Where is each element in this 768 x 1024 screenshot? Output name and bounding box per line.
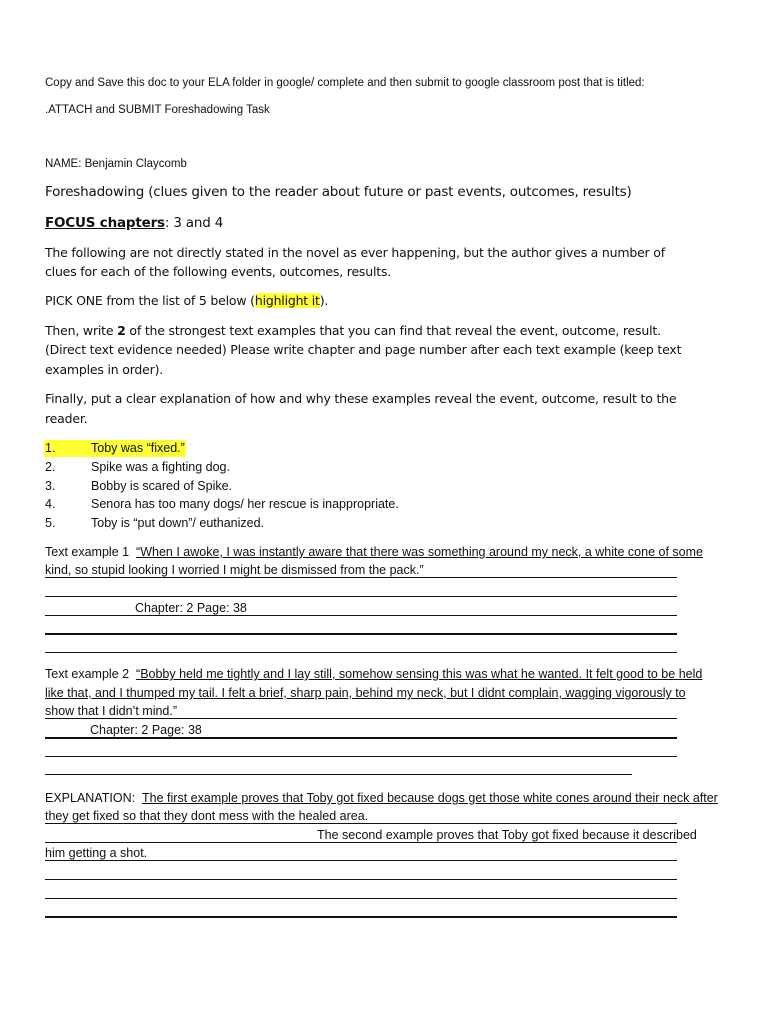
example2-citation: Chapter: 2 Page: 38 [90, 723, 202, 737]
foreshadowing-definition: Foreshadowing (clues given to the reader about future or past events, outcomes, results) [45, 184, 632, 200]
example1-label: Text example 1 [45, 545, 130, 559]
answer-line [45, 756, 677, 757]
option-number: 4. [45, 497, 56, 511]
explanation-line1 [45, 791, 718, 805]
directions-p3-b: of the strongest text examples that you can find that reveal the event, outcome, result. [125, 323, 661, 338]
directions-p1-line1: The following are not directly stated in the novel as ever happening, but the author gives a number of [45, 245, 665, 260]
example1-text: “When I awoke, I was instantly aware that there was something around my neck, a white cone of some [136, 545, 703, 559]
explanation-text: The first example proves that Toby got fixed because dogs get those white cones around their neck after [142, 791, 718, 805]
answer-line [45, 652, 677, 653]
explanation-line4: him getting a shot. [45, 846, 148, 860]
example1-line1 [45, 545, 703, 559]
option-item [45, 479, 232, 493]
directions-p2-before: PICK ONE from the list of 5 below ( [45, 293, 255, 308]
directions-p4-line1: Finally, put a clear explanation of how and why these examples reveal the event, outcome, result to the [45, 391, 677, 406]
answer-line [45, 718, 677, 719]
example1-citation: Chapter: 2 Page: 38 [135, 601, 247, 615]
example2-line1 [45, 667, 702, 681]
focus-value: : 3 and 4 [164, 215, 224, 231]
directions-p3-bold: 2 [117, 323, 126, 338]
focus-chapters [45, 215, 223, 231]
example1-text-cont: kind, so stupid looking I worried I might be dismissed from the pack.” [45, 563, 424, 577]
directions-p3-line3: examples in order). [45, 362, 164, 377]
option-item [45, 460, 230, 474]
explanation-text-cont: they get fixed so that they dont mess with the healed area. [45, 809, 369, 823]
option-text: Spike was a fighting dog. [91, 460, 230, 474]
focus-label: FOCUS chapters [45, 215, 165, 231]
answer-line [45, 860, 677, 861]
example2-line2 [45, 686, 686, 700]
answer-line [45, 596, 677, 597]
answer-line [45, 737, 677, 739]
answer-line [45, 823, 677, 824]
option-item [45, 516, 264, 530]
option-text: Bobby is scared of Spike. [91, 479, 233, 493]
directions-p3-line1 [45, 323, 661, 338]
explanation-line3: The second example proves that Toby got fixed because it described [317, 828, 697, 842]
option-number: 1. [45, 441, 56, 455]
directions-p2 [45, 293, 328, 308]
directions-p3-a: Then, write [45, 323, 118, 338]
example2-label: Text example 2 [45, 667, 130, 681]
answer-line [45, 842, 677, 843]
answer-line [45, 577, 677, 578]
option-item [45, 497, 399, 511]
directions-p4-line2: reader. [45, 411, 88, 426]
example1-line2 [45, 563, 424, 577]
option-text: Senora has too many dogs/ her rescue is inappropriate. [91, 497, 399, 511]
explanation-line2 [45, 809, 368, 823]
answer-line [45, 916, 677, 918]
directions-p1-line2: clues for each of the following events, outcomes, results. [45, 264, 392, 279]
directions-p2-after: ). [319, 293, 329, 308]
example2-text: “Bobby held me tightly and I lay still, somehow sensing this was what he wanted. It felt good to be held [136, 667, 703, 681]
student-name: NAME: Benjamin Claycomb [45, 158, 187, 170]
explanation-label: EXPLANATION: [45, 791, 136, 805]
example2-line3 [45, 704, 177, 718]
answer-line [45, 898, 677, 899]
answer-line [45, 774, 632, 775]
option-text: Toby is “put down”/ euthanized. [91, 516, 265, 530]
answer-line [45, 633, 677, 635]
directions-p3-line2: (Direct text evidence needed) Please write chapter and page number after each text example (keep text [45, 342, 682, 357]
option-number: 3. [45, 479, 56, 493]
answer-line [45, 615, 677, 616]
option-text: Toby was “fixed.” [91, 441, 185, 455]
option-item [45, 441, 185, 455]
answer-line [45, 879, 677, 880]
example2-text-end: show that I didn’t mind.” [45, 704, 178, 718]
task-title: .ATTACH and SUBMIT Foreshadowing Task [45, 104, 270, 116]
instruction-text: Copy and Save this doc to your ELA folder in google/ complete and then submit to google classroom post that is titled: [45, 77, 645, 89]
highlight-example: highlight it [254, 293, 320, 308]
option-number: 2. [45, 460, 56, 474]
option-number: 5. [45, 516, 56, 530]
example2-text-cont: like that, and I thumped my tail. I felt a brief, sharp pain, behind my neck, but I didnt complain, wagging vigorously to [45, 686, 686, 700]
